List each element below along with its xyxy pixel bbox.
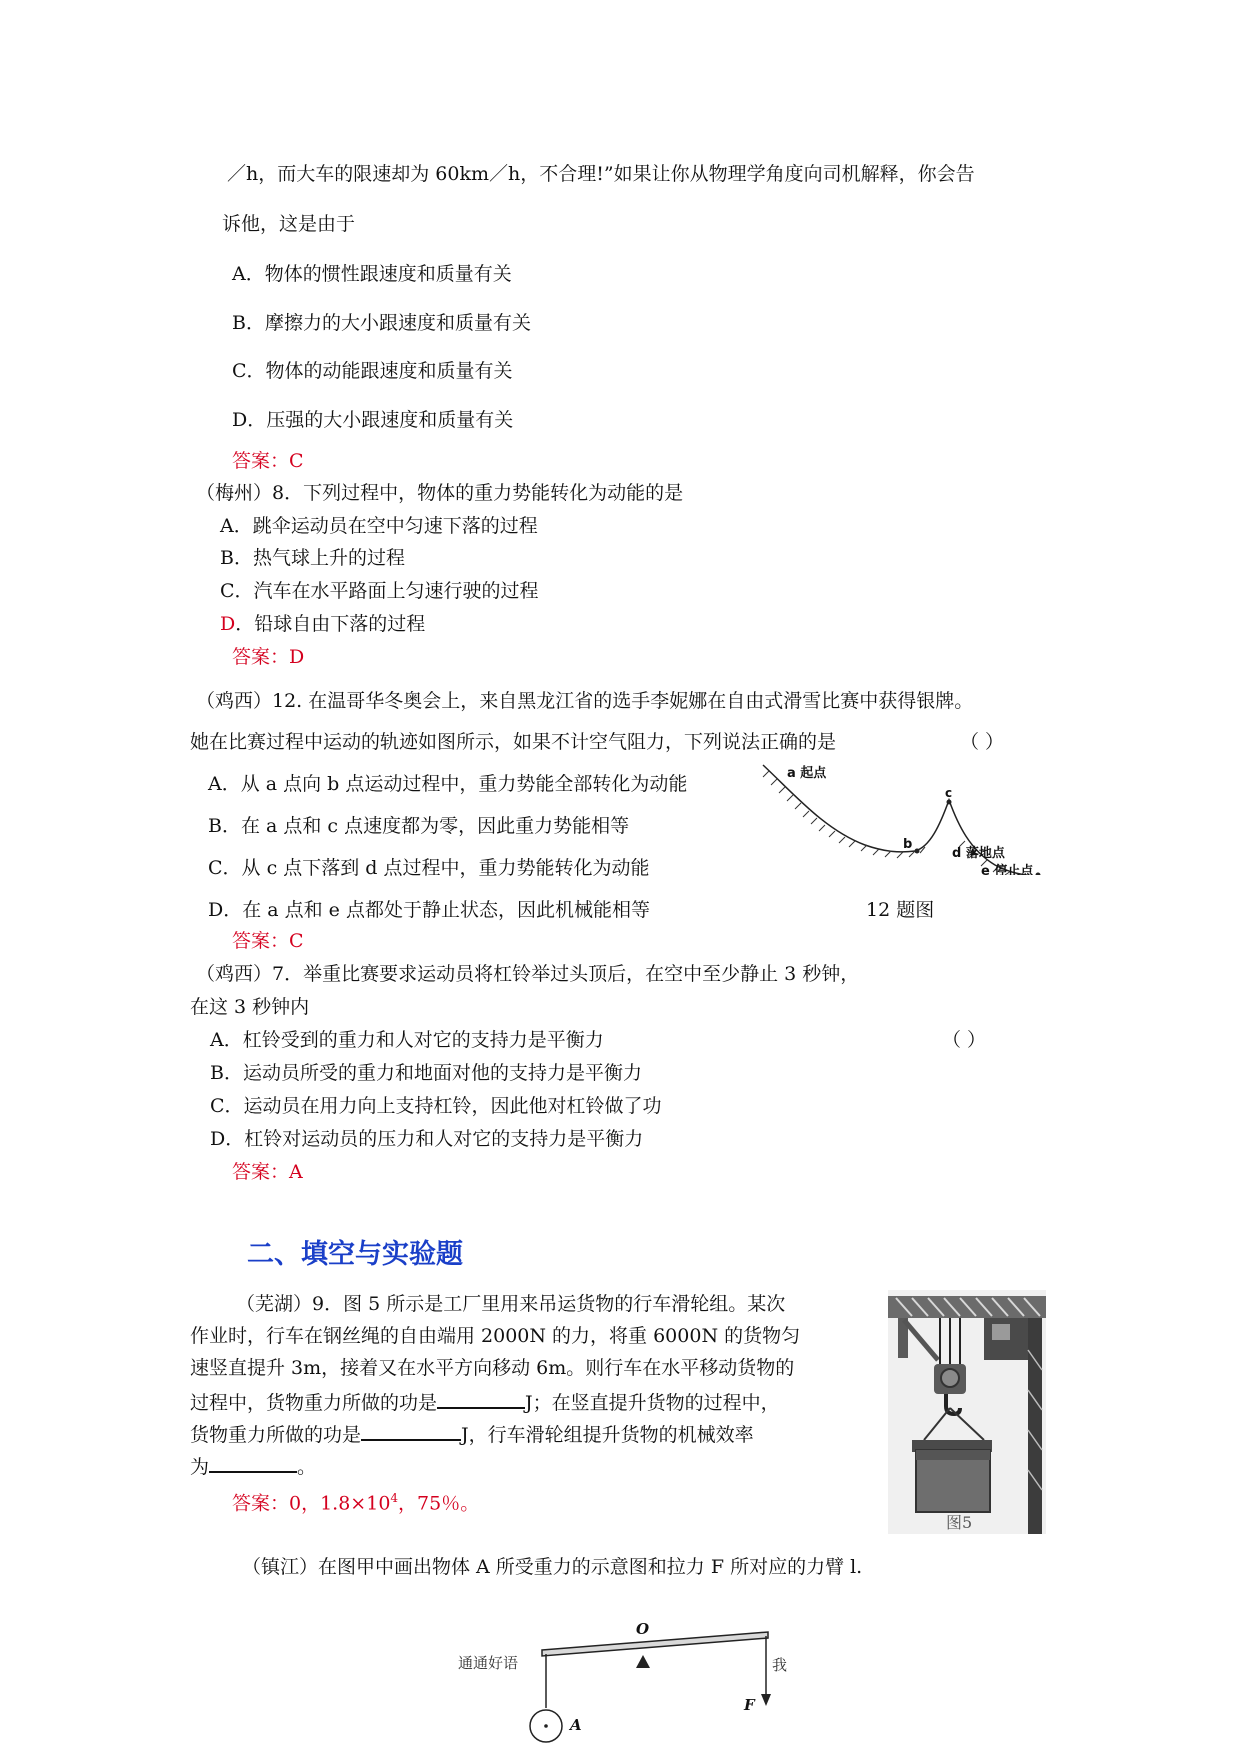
option-a: A．跳伞运动员在空中匀速下落的过程: [220, 515, 538, 537]
question-line: （芜湖）9．图 5 所示是工厂里用来吊运货物的行车滑轮组。某次: [236, 1293, 786, 1315]
answer: 答案：D: [232, 646, 305, 668]
question-text: 货物重力所做的功是: [190, 1424, 362, 1446]
option-b: B．在 a 点和 c 点速度都为零，因此重力势能相等: [208, 815, 630, 837]
question-text: J；在竖直提升货物的过程中，: [525, 1392, 780, 1414]
answer: 答案：C: [232, 930, 304, 952]
object-a-label: A: [570, 1716, 582, 1734]
question-line: 诉他，这是由于: [222, 213, 356, 235]
question-line: [190, 1389, 780, 1415]
question-line: （鸡西）12. 在温哥华冬奥会上，来自黑龙江省的选手李妮娜在自由式滑雪比赛中获得银牌。: [196, 690, 974, 712]
force-f-label: F: [744, 1696, 755, 1714]
question-text: J，行车滑轮组提升货物的机械效率: [461, 1424, 754, 1446]
fulcrum-label: O: [636, 1620, 650, 1638]
question-stem: （镇江）在图甲中画出物体 A 所受重力的示意图和拉力 F 所对应的力臂 l.: [242, 1556, 863, 1578]
option-d: D．杠铃对运动员的压力和人对它的支持力是平衡力: [210, 1128, 644, 1150]
point-b-label: b: [903, 837, 913, 852]
option-d: D．压强的大小跟速度和质量有关: [232, 409, 514, 431]
answer-text: 答案：0，1.8×10: [232, 1492, 391, 1515]
question-line: ／h，而大车的限速却为 60km／h，不合理!”如果让你从物理学角度向司机解释，你会告: [227, 163, 975, 185]
point-c-label: c: [945, 786, 953, 800]
question-line: 在这 3 秒钟内: [190, 996, 310, 1018]
question-line: 速竖直提升 3m，接着又在水平方向移动 6m。则行车在水平移动货物的: [190, 1357, 795, 1379]
option-d-letter: D: [220, 613, 236, 635]
answer: 答案：C: [232, 450, 304, 472]
question-line: [190, 1421, 754, 1447]
question-line: [190, 1453, 316, 1479]
option-c: C．运动员在用力向上支持杠铃，因此他对杠铃做了功: [210, 1095, 662, 1117]
option-a: A．杠铃受到的重力和人对它的支持力是平衡力: [210, 1029, 604, 1051]
question-stem: （梅州）8．下列过程中，物体的重力势能转化为动能的是: [196, 482, 684, 504]
answer: 答案：A: [232, 1161, 303, 1183]
question-text: 过程中，货物重力所做的功是: [190, 1392, 438, 1414]
answer-text: ，75％。: [398, 1492, 480, 1515]
question-text: 。: [297, 1456, 317, 1478]
option-c: C．从 c 点下落到 d 点过程中，重力势能转化为动能: [208, 857, 650, 879]
figure-side-text: 通通好语: [458, 1654, 519, 1672]
question-text: 为: [190, 1456, 210, 1478]
option-c: C．汽车在水平路面上匀速行驶的过程: [220, 580, 539, 602]
figure-caption: 12 题图: [866, 899, 935, 921]
point-a-label: a 起点: [787, 766, 827, 781]
crane-figure: [888, 1290, 1046, 1534]
option-b: B．运动员所受的重力和地面对他的支持力是平衡力: [210, 1062, 642, 1084]
option-d-text: ．铅球自由下落的过程: [235, 613, 426, 635]
option-a: A．从 a 点向 b 点运动过程中，重力势能全部转化为动能: [208, 773, 688, 795]
point-d-label: d 落地点: [952, 846, 1005, 861]
question-line: 作业时，行车在钢丝绳的自由端用 2000N 的力，将重 6000N 的货物匀: [190, 1325, 801, 1347]
option-d: D．在 a 点和 e 点都处于静止状态，因此机械能相等: [208, 899, 650, 921]
answer-bracket: （ ）: [960, 731, 1005, 753]
answer-exponent: 4: [390, 1491, 399, 1505]
option-b: B．摩擦力的大小跟速度和质量有关: [232, 312, 531, 334]
section-title: 二、填空与实验题: [247, 1239, 463, 1270]
answer: [232, 1486, 479, 1515]
option-b: B．热气球上升的过程: [220, 547, 405, 569]
option-d: [220, 612, 425, 636]
answer-blank-3[interactable]: [209, 1453, 297, 1473]
question-line: （鸡西）7．举重比赛要求运动员将杠铃举过头顶后，在空中至少静止 3 秒钟，: [196, 963, 860, 985]
lever-figure: [450, 1612, 790, 1754]
answer-bracket: （ ）: [942, 1029, 987, 1051]
question-line: 她在比赛过程中运动的轨迹如图所示，如果不计空气阻力，下列说法正确的是: [190, 731, 837, 753]
option-a: A．物体的惯性跟速度和质量有关: [232, 263, 512, 285]
point-e-label: e 停止点: [981, 864, 1034, 875]
ski-trajectory-figure: [755, 755, 1055, 875]
answer-blank-2[interactable]: [361, 1421, 461, 1441]
answer-blank-1[interactable]: [437, 1389, 525, 1409]
figure-side-text: 我: [772, 1656, 788, 1674]
option-c: C．物体的动能跟速度和质量有关: [232, 360, 513, 382]
figure-caption: 图5: [946, 1513, 973, 1532]
